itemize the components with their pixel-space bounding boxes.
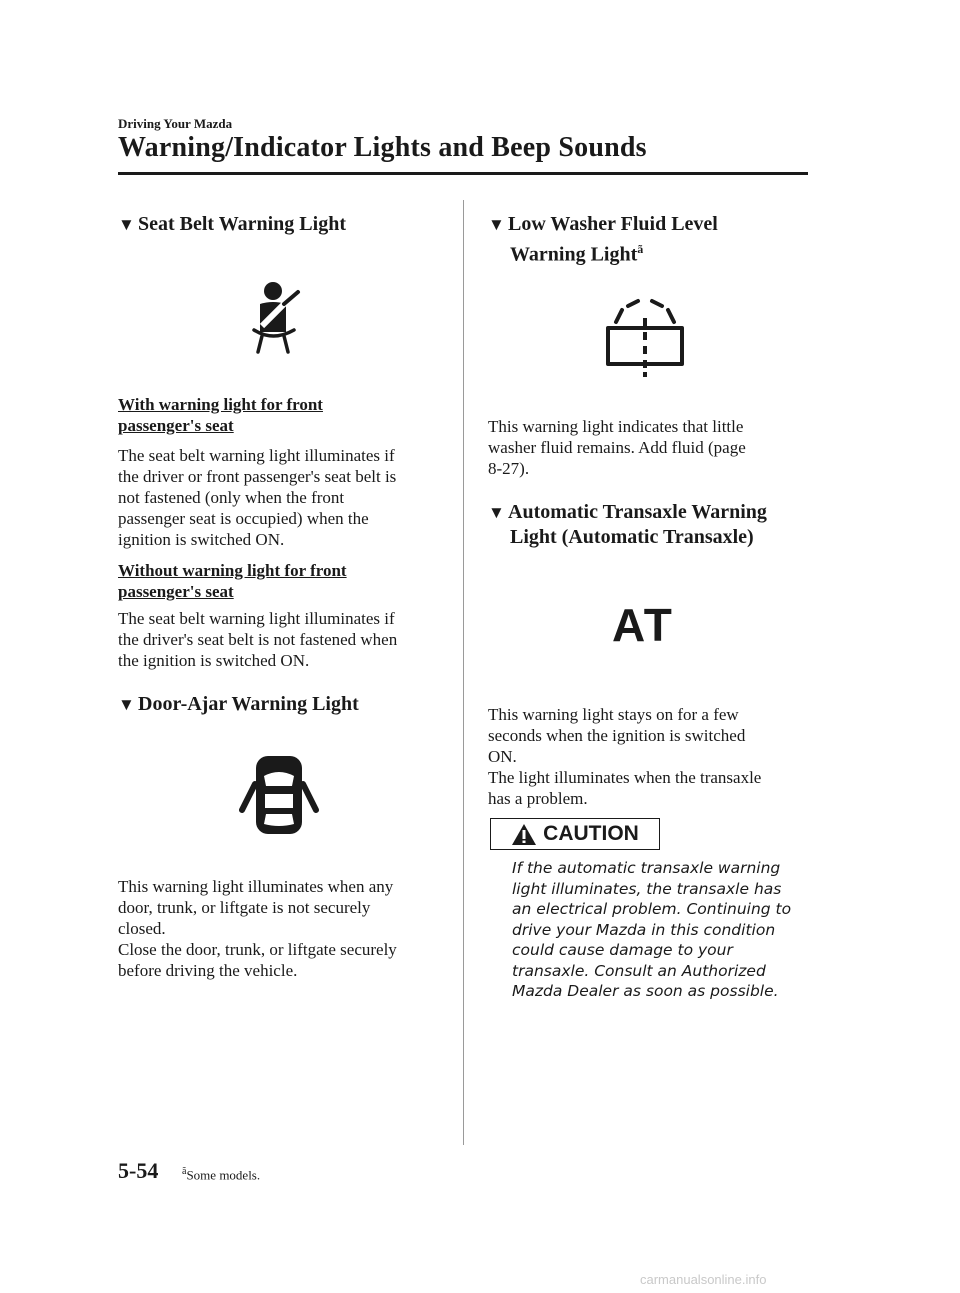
- body-line: This warning light indicates that little: [488, 417, 744, 436]
- page-number: 5-54: [118, 1158, 159, 1183]
- title-rule: [118, 172, 808, 175]
- washer-heading: [488, 212, 718, 267]
- asterisk-mark: ã: [182, 1166, 187, 1177]
- footer-note: [182, 1166, 260, 1183]
- body-line: not fastened (only when the front: [118, 488, 345, 507]
- body-line: The seat belt warning light illuminates if: [118, 609, 395, 628]
- body-line: has a problem.: [488, 789, 588, 808]
- seatbelt-heading: [118, 212, 346, 237]
- triangle-bullet-icon: ▼: [488, 503, 505, 522]
- page-title: Warning/Indicator Lights and Beep Sounds: [118, 132, 647, 163]
- caution-box: [490, 818, 660, 850]
- washer-fluid-warning-icon: [602, 298, 688, 378]
- door-body: [118, 876, 397, 981]
- body-line: The seat belt warning light illuminates if: [118, 446, 395, 465]
- washer-heading-line2: Warning Light: [510, 243, 638, 266]
- column-divider: [463, 200, 464, 1145]
- triangle-bullet-icon: ▼: [118, 695, 135, 714]
- body-line: The light illuminates when the transaxle: [488, 768, 762, 787]
- body-line: ignition is switched ON.: [118, 530, 285, 549]
- washer-body: [488, 416, 746, 479]
- asterisk-mark: ã: [637, 242, 644, 256]
- subhead-line: Without warning light for front: [118, 561, 347, 580]
- caution-label: CAUTION: [543, 822, 639, 845]
- body-line: door, trunk, or liftgate is not securely: [118, 898, 371, 917]
- transaxle-heading: [488, 500, 767, 549]
- transaxle-heading-line2: Light (Automatic Transaxle): [510, 526, 754, 548]
- transaxle-heading-line1: Automatic Transaxle Warning: [508, 501, 767, 523]
- door-heading-text: Door-Ajar Warning Light: [138, 693, 359, 715]
- body-line: the driver or front passenger's seat belt is: [118, 467, 397, 486]
- caution-line: If the automatic transaxle warning: [512, 859, 781, 877]
- seatbelt-heading-text: Seat Belt Warning Light: [138, 213, 346, 235]
- subhead-line: passenger's seat: [118, 416, 234, 435]
- caution-line: light illuminates, the transaxle has: [512, 879, 782, 898]
- body-line: This warning light stays on for a few: [488, 705, 739, 724]
- body-line: washer fluid remains. Add fluid (page: [488, 438, 746, 457]
- caution-text: [512, 858, 812, 1002]
- without-passenger-subhead: [118, 560, 347, 602]
- body-line: passenger seat is occupied) when the: [118, 509, 369, 528]
- body-line: This warning light illuminates when any: [118, 877, 394, 896]
- caution-triangle-icon: [511, 823, 537, 846]
- body-line: the driver's seat belt is not fastened when: [118, 630, 398, 649]
- body-line: ON.: [488, 747, 517, 766]
- without-passenger-body: [118, 608, 397, 671]
- footer-note-text: Some models.: [186, 1167, 261, 1183]
- caution-line: an electrical problem. Continuing to: [512, 900, 792, 918]
- caution-line: drive your Mazda in this condition: [512, 920, 776, 939]
- body-line: Close the door, trunk, or liftgate securely: [118, 940, 397, 959]
- seatbelt-warning-icon: [236, 280, 312, 354]
- body-line: seconds when the ignition is switched: [488, 726, 746, 745]
- washer-heading-line1: Low Washer Fluid Level: [508, 213, 718, 235]
- subhead-line: With warning light for front: [118, 395, 323, 414]
- with-passenger-body: [118, 445, 396, 550]
- watermark: carmanualsonline.info: [640, 1272, 767, 1287]
- body-line: before driving the vehicle.: [118, 961, 298, 980]
- caution-line: Mazda Dealer as soon as possible.: [512, 982, 779, 1000]
- body-line: 8-27).: [488, 459, 530, 478]
- with-passenger-subhead: [118, 394, 323, 436]
- door-heading: [118, 692, 359, 717]
- at-warning-icon: AT: [612, 599, 674, 651]
- caution-line: transaxle. Consult an Authorized: [512, 961, 766, 980]
- door-ajar-warning-icon: [234, 752, 324, 838]
- subhead-line: passenger's seat: [118, 582, 234, 601]
- body-line: the ignition is switched ON.: [118, 651, 310, 670]
- transaxle-body: [488, 704, 761, 809]
- caution-line: could cause damage to your: [512, 941, 733, 959]
- triangle-bullet-icon: ▼: [118, 215, 135, 234]
- body-line: closed.: [118, 919, 166, 938]
- section-label: Driving Your Mazda: [118, 116, 233, 131]
- triangle-bullet-icon: ▼: [488, 215, 505, 234]
